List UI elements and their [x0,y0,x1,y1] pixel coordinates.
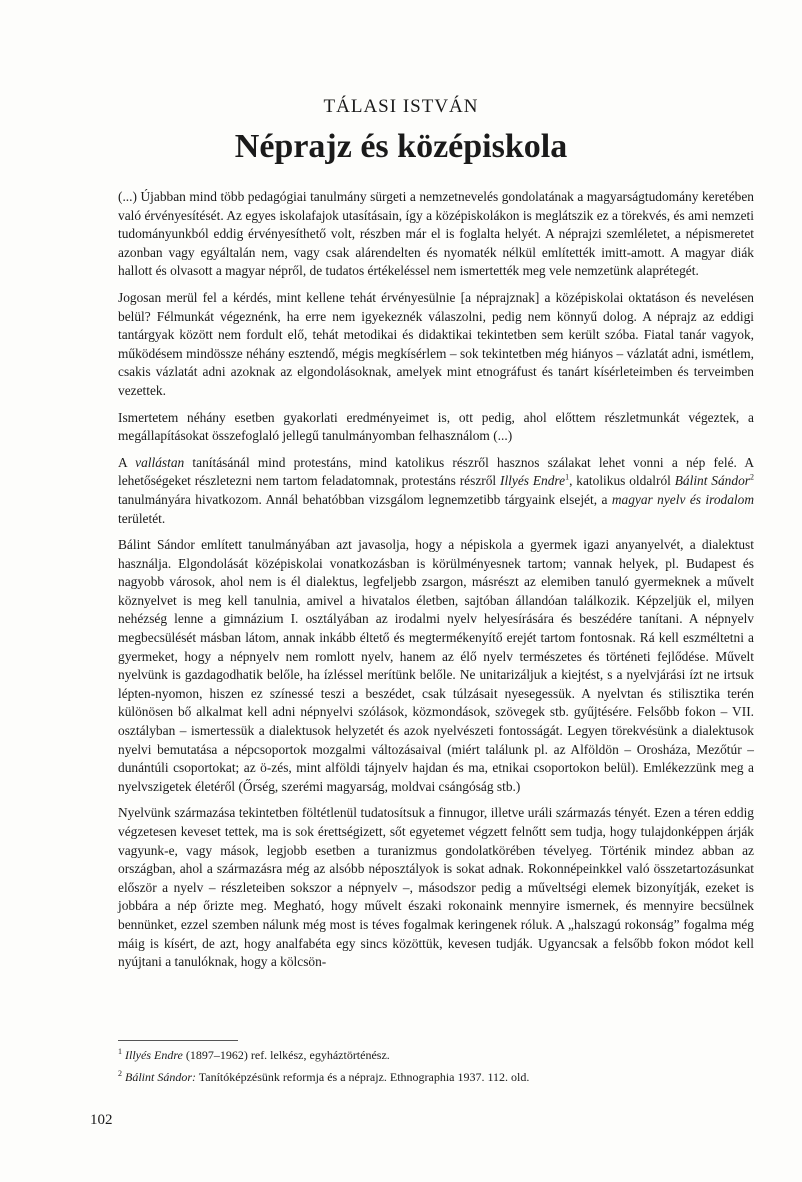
emphasis-vallastan: vallástan [135,454,185,470]
footnote-name: Bálint Sándor: [125,1070,196,1084]
paragraph-2: Jogosan merül fel a kérdés, mint kellene tehát érvényesülnie [a néprajznak] a középiskolai oktatáson és nevelésen belül? Félmunkát végeznénk, ha erre nem igyekeznék válaszolni, pedig nem könnyű dolog. A néprajz az eddigi tantárgyak között nem fordult elő, tehát metodikai és didaktikai tekintetben sem került szóba. Fiatal tanár vagyok, működésem mindössze néhány esztendő, mégis megkísérlem – sok tekintetben még hiányos – vázlatát adni, ismétlem, csakis vázlatát adni azoknak az elgondolásoknak, amelyek mint etnográfust és tanárt kísérleteimben és terveimben vezettek. [118,289,754,398]
footnote-2 [118,1066,754,1088]
article-title: Néprajz és középiskola [234,128,568,165]
emphasis-magyar-nyelv: magyar nyelv és irodalom [611,491,754,507]
paragraph-3: Ismertetem néhány esetben gyakorlati eredményeimet is, ott pedig, ahol előttem részletmunkát végeztek, a megállapításokat összefoglaló jellegű tanulmányomban felhasználom (...) [118,409,754,444]
paragraph-1: (...) Újabban mind több pedagógiai tanulmány sürgeti a nemzetnevelés gondolatának a magyarságtudomány keretében való érvényesítését. Az egyes iskolafajok utasításain, így a középiskolákon is meglátszik ez a törekvés, és ami nemzeti tudományunkból eddig érvényesíthető volt, részben már el is foglalta helyét. A néprajzi szemléletet, a népismeretet azonban vagy egyáltalán nem, vagy csak alárendelten és nyomaték nélkül említették imitt-amott. A magyar diák hallott és olvasott a magyar népről, de tudatos értékeléssel nem ismertették meg vele nemzetünk alaprétegét. [118,189,754,279]
paragraph-6: Nyelvünk származása tekintetben föltétlenül tudatosítsuk a finnugor, illetve uráli származás tényét. Ezen a téren eddig végzetesen keveset tettek, ma is sok érettségizett, sőt egyetemet végzett felnőtt sem tudja, hogy tulajdonképpen árják vagyunk-e, vagy mások, legjobb esetben a turanizmus gondolatkörében tévelyeg. Történik mindez abban az országban, ahol a származásra még az alsóbb néposztályok is sokat adnak. Rokonnépeinkkel való összetartozásunkat először a nyelv – részleteiben sokszor a népnyelv –, másodszor pedig a műveltségi elemek bizonyítják, ezeket is jobbára a nép őrizte meg. Megható, hogy művelt északi rokonaink mennyire ismernek, és mennyire becsülnek bennünket, ezzel szemben nálunk még most is téves fogalmak keringenek róluk. A „halszagú rokonság” fogalma még máig is kísért, de azt, hogy analfabéta egy sincs közöttük, kevesen tudják. Ugyancsak a felsőbb fokon módot kell nyújtani a tanulóknak, hogy a kölcsön- [118,805,754,970]
footnote-1 [118,1044,754,1066]
footnotes [118,1044,754,1088]
text-run: területét. [118,510,166,526]
footnote-number: 2 [118,1069,122,1078]
footnote-ref-1: 1 [565,472,570,482]
paragraph-5: Bálint Sándor említett tanulmányában azt javasolja, hogy a népiskola a gyermek igazi anyanyelvét, a dialektust használja. Elgondolását középiskolai vonatkozásban is körülményesnek tartom; vannak helyek, pl. Budapest és nagyobb városok, ahol nem is él dialektus, legfeljebb zsargon, másrészt az elemiben tanuló gyermeknek a művelt köznyelvet is meg kell tanulnia, amivel a hivatalos életben, sajtóban állandóan találkozik. Képzeljük el, milyen nehézség lenne a gimnázium I. osztályában az irodalmi nyelv helyesírására és beszédére tanítani. A népnyelv megbecsülését másban látom, annak inkább éltető és megtermékenyítő erejét tartom fontosnak. Rá kell eszméltetni a gyermeket, hogy a népnyelv nem romlott nyelv, hanem az élő nyelv természetes és történeti fejlődése. Művelt nyelvünk is gazdagodhatik belőle, ha ízléssel merítünk belőle. Ne unitarizáljuk a kiejtést, s a nyelvjárási ízt ne irtsuk lépten-nyomon, hiszen ez színessé teszi a beszédet, csak túlzásait nyesegessük. A nyelvtan és stilisztika terén különösen bő alkalmat kell adni népnyelvi szólások, közmondások, szövegek stb. gyűjtésére. Felsőbb fokon – VII. osztályban – ismertessük a dialektusok helyzetét és azok nyelvészeti fontosságát. Legyen törekvésünk a dialektusok nyelvi bemutatása a népcsoportok mozgalmi változásaival (miért találunk pl. az Alföldön – Orosháza, Mezőtúr – dunántúli csoportokat; az ö-zés, mint alföldi tájnyelv hajdan és ma, etnikai csoportokon belül). Emlékezzünk meg a nyelvszigetek életéről (Őrség, szerémi magyarság, moldvai csángóság stb.) [118,537,754,794]
footnote-ref-2: 2 [749,472,754,482]
text-run: , katolikus oldalról [569,473,675,489]
footnote-number: 1 [118,1047,122,1056]
author-name: TÁLASI ISTVÁN [323,96,479,117]
footnote-text: Tanítóképzésünk reformja és a néprajz. Ethnographia 1937. 112. old. [196,1070,530,1084]
emphasis-balint-sandor: Bálint Sándor [674,473,750,489]
text-run: A [118,454,136,470]
emphasis-illyes-endre: Illyés Endre [500,473,566,489]
footnote-text: (1897–1962) ref. lelkész, egyháztörténész. [182,1048,390,1062]
paragraph-4 [118,454,754,528]
page-number: 102 [90,1112,113,1128]
text-run: tanulmányára hivatkozom. Annál behatóbban vizsgálom legnemzetibb tárgyaink elsejét, a [118,491,612,507]
footnote-separator [118,1040,238,1041]
text-run: tanításánál mind protestáns, mind katolikus részről hasznos szálakat lehet vonni a nép felé. A lehetőségeket részletezni nem tartom feladatomnak, protestáns részről [118,454,754,489]
article-body [118,188,754,980]
footnote-name: Illyés Endre [125,1048,183,1062]
